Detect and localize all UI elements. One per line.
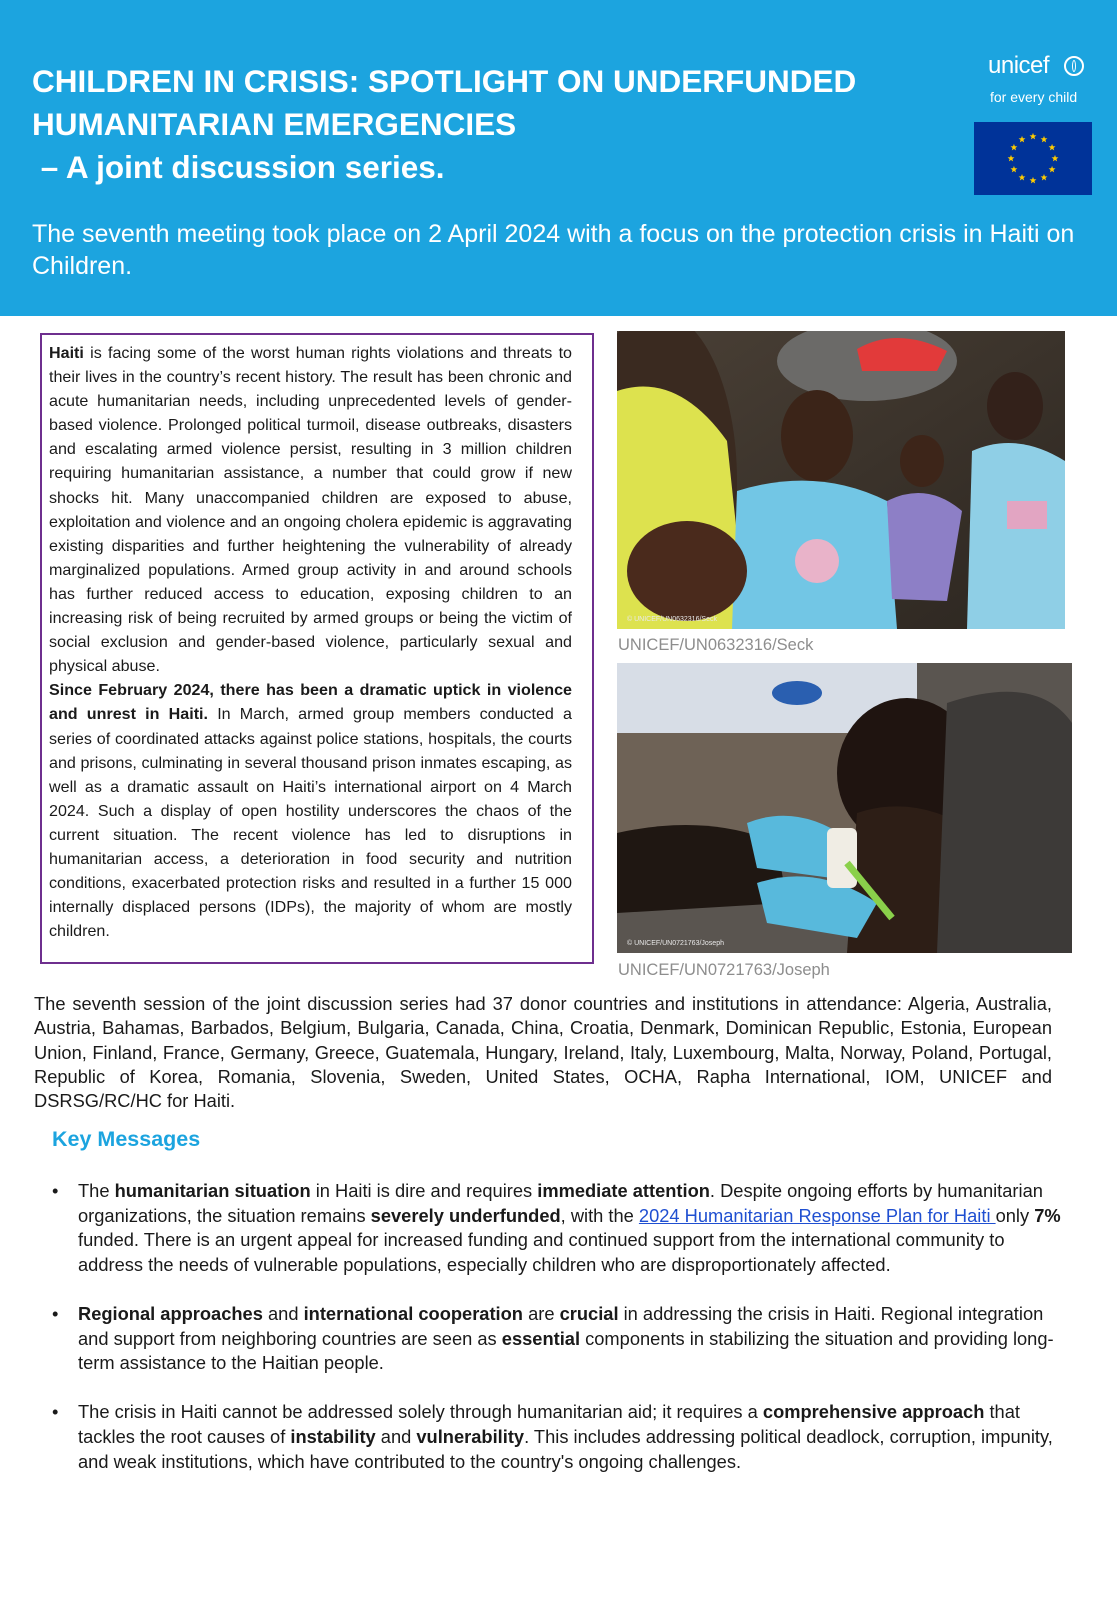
m3-text: . This includes addressing political deadlock, corruption, impunity, and weak institutions, which have contributed to the country's ongoing challenges. [78, 1425, 1053, 1472]
page-title [32, 60, 952, 189]
m3-text: and [375, 1425, 417, 1447]
key-message-2 [52, 1302, 1062, 1376]
key-message-1 [52, 1179, 1062, 1277]
photo-children-crowd [617, 331, 1065, 629]
photo-muac-screening [617, 663, 1072, 953]
key-messages-heading: Key Messages [52, 1127, 201, 1151]
title-line-2: HUMANITARIAN EMERGENCIES [32, 106, 517, 142]
m1-bold: humanitarian situation [114, 1180, 311, 1201]
m2-text: and [262, 1302, 304, 1324]
m1-text: only [995, 1204, 1035, 1226]
photo-1-caption: UNICEF/UN0632316/Seck [618, 636, 814, 654]
photo-2-caption: UNICEF/UN0721763/Joseph [618, 961, 830, 979]
title-line-3: – A joint discussion series. [32, 149, 445, 185]
m3-bold: instability [290, 1425, 376, 1447]
m2-bold: international cooperation [303, 1302, 523, 1324]
m3-bold: vulnerability [416, 1425, 525, 1447]
m3-bold: comprehensive approach [762, 1401, 985, 1423]
hrp-haiti-link[interactable]: 2024 Humanitarian Response Plan for Haiti [638, 1204, 996, 1226]
m1-bold: immediate attention [537, 1180, 710, 1201]
header-banner [0, 0, 1117, 316]
m1-text: The [78, 1180, 115, 1201]
bullet-icon: • [52, 1180, 59, 1201]
unicef-wordmark: unicef [988, 52, 1050, 79]
photo-1-credit-overlay: © UNICEF/UN0632316/Seck [627, 616, 717, 623]
m1-text: . Despite ongoing efforts by humanitarian organizations, the situation remains [78, 1180, 1043, 1226]
eu-flag-icon [974, 122, 1092, 195]
key-messages-list [52, 1179, 1062, 1499]
unicef-logo [988, 52, 1093, 112]
intro-paragraph-1 [49, 341, 572, 678]
intro-p2-text: In March, armed group members conducted a series of coordinated attacks against police stations, hospitals, the courts and prisons, culminating in several thousand prison inmates escaping, as well as a dramatic assault on Haiti’s international airport on 4 March 2024. Such a display of open hostility underscores the chaos of the current situation. The recent violence has led to disruptions in humanitarian access, a deterioration in food security and nutrition conditions, exacerbated protection risks and resulted in a further 15 000 internally displaced persons (IDPs), the majority of whom are mostly children. [49, 705, 572, 941]
m1-text: in Haiti is dire and requires [310, 1180, 538, 1201]
m1-text: , with the [560, 1204, 639, 1226]
title-line-1: CHILDREN IN CRISIS: SPOTLIGHT ON UNDERFUNDED [32, 63, 857, 99]
m2-bold: essential [501, 1327, 581, 1349]
bullet-icon: • [52, 1401, 59, 1423]
m2-text: in addressing the crisis in Haiti. Regional integration and support from neighboring countries are seen as [78, 1302, 1044, 1349]
globe-icon [1064, 56, 1084, 76]
intro-paragraph-2 [49, 678, 572, 943]
m1-text: funded. There is an urgent appeal for increased funding and continued support from the international community to address the needs of vulnerable populations, especially children who are disproportionately affected. [78, 1229, 1005, 1275]
intro-p1-bold: Haiti [49, 344, 84, 362]
m2-bold: crucial [559, 1302, 619, 1324]
page-subtitle: The seventh meeting took place on 2 April 2024 with a focus on the protection crisis in Haiti on Children. [32, 220, 1075, 280]
photo-children-crowd-image [617, 331, 1065, 629]
key-message-3 [52, 1400, 1062, 1474]
bullet-icon: • [52, 1302, 59, 1324]
intro-p1-text: is facing some of the worst human rights violations and threats to their lives in the country’s recent history. The result has been chronic and acute humanitarian needs, including unprecedented levels of gender-based violence. Prolonged political turmoil, disease outbreaks, disasters and escalating armed violence persist, resulting in 3 million children requiring humanitarian assistance, a number that could grow if new shocks hit. Many unaccompanied children are exposed to abuse, exploitation and violence and an ongoing cholera epidemic is aggravating existing disparities and further heightening the vulnerability of already marginalized populations. Armed group activity in and around schools has further reduced access to education, exposing children to an increasing risk of being recruited by armed groups or being the victim of social exclusion and gender-based violence, particularly sexual and physical abuse. [49, 344, 572, 676]
m1-bold: severely underfunded [370, 1204, 561, 1226]
m2-bold: Regional approaches [78, 1302, 263, 1324]
m1-bold: 7% [1034, 1204, 1061, 1226]
m3-text: The crisis in Haiti cannot be addressed solely through humanitarian aid; it requires a [78, 1401, 763, 1423]
unicef-tagline: for every child [990, 89, 1078, 105]
m2-text: components in stabilizing the situation and providing long-term assistance to the Haitian people. [78, 1327, 1054, 1374]
intro-p2-bold: Since February 2024, there has been a dramatic uptick in violence and unrest in Haiti. [49, 681, 572, 724]
photo-2-credit-overlay: © UNICEF/UN0721763/Joseph [627, 940, 724, 947]
m3-text: that tackles the root causes of [78, 1401, 1020, 1447]
photo-muac-screening-image [617, 663, 1072, 953]
attendance-paragraph: The seventh session of the joint discussion series had 37 donor countries and institutions in attendance: Algeria, Australia, Austria, Bahamas, Barbados, Belgium, Bulgaria, Canada, China, Croatia, Denmark, Dominican Republic, Estonia, European Union, Finland, France, Germany, Greece, Guatemala, Hungary, Ireland, Italy, Luxembourg, Malta, Norway, Poland, Portugal, Republic of Korea, Romania, Slovenia, Sweden, United States, OCHA, Rapha International, IOM, UNICEF and DSRSG/RC/HC for Haiti. [34, 993, 1052, 1112]
m2-text: are [522, 1302, 560, 1324]
intro-box [40, 333, 594, 964]
